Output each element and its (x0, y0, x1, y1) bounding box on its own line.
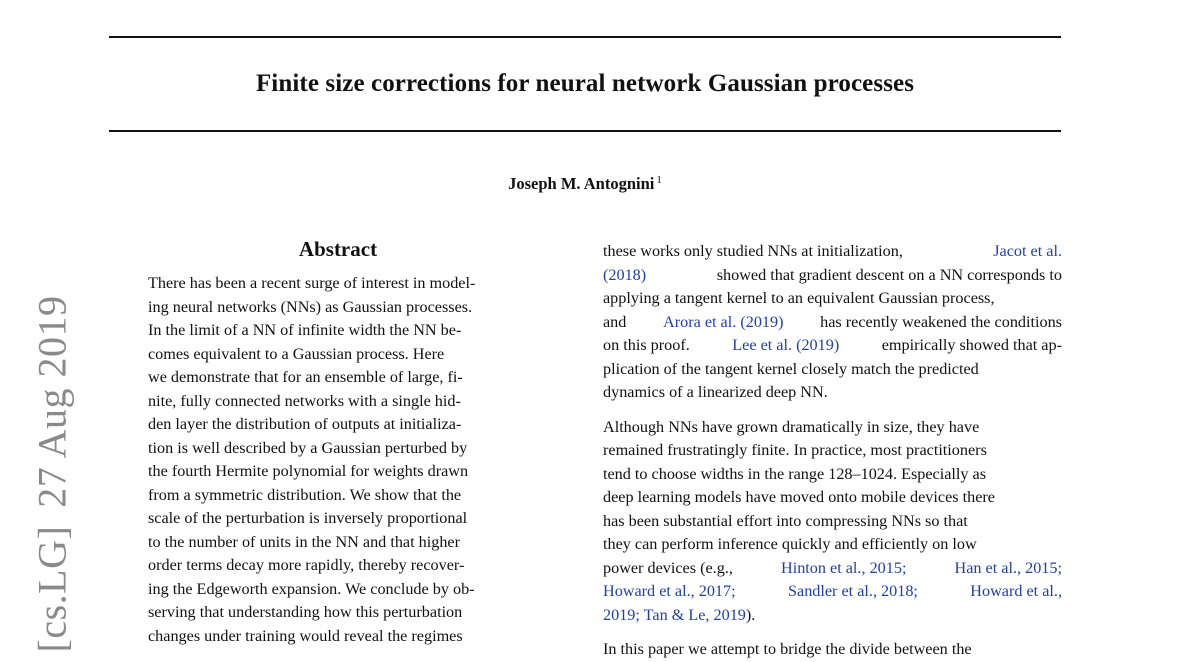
title-bottom-rule (109, 130, 1061, 132)
arxiv-category: [cs.LG] (29, 525, 75, 653)
abstract-line: ing the Edgeworth expansion. We conclude by ob- (148, 579, 475, 598)
body-line: In this paper we attempt to bridge the divide between the (603, 640, 972, 658)
abstract-line: comes equivalent to a Gaussian process. Here (148, 344, 445, 363)
abstract-line: order terms decay more rapidly, thereby recover- (148, 556, 465, 574)
arxiv-date: 27 Aug 2019 (29, 295, 75, 508)
abstract-line: we demonstrate that for an ensemble of large, fi- (148, 368, 463, 386)
citation-link[interactable]: Arora et al. (2019) (663, 312, 784, 331)
author-name: Joseph M. Antognini (508, 174, 655, 193)
title-top-rule (109, 36, 1061, 38)
body-line: deep learning models have moved onto mobile devices there (603, 488, 995, 506)
body-line: remained frustratingly finite. In practice, most practitioners (603, 441, 987, 459)
body-line: has been substantial effort into compressing NNs so that (603, 511, 968, 530)
citation-link[interactable]: Sandler et al., 2018; (788, 582, 918, 600)
body-line: and Arora et al. (2019) has recently weakened the conditions (603, 311, 1062, 335)
citation-link[interactable]: Han et al., 2015; (954, 558, 1062, 577)
abstract-line: nite, fully connected networks with a single hid- (148, 391, 461, 410)
abstract-line: to the number of units in the NN and that higher (148, 532, 460, 551)
abstract-line: the fourth Hermite polynomial for weights drawn (148, 462, 469, 480)
abstract-line: den layer the distribution of outputs at initializa- (148, 415, 462, 433)
body-line: Although NNs have grown dramatically in size, they have (603, 417, 980, 436)
body-line: applying a tangent kernel to an equivalent Gaussian process, (603, 289, 995, 307)
body-line: these works only studied NNs at initialization, Jacot et al. (603, 240, 1062, 264)
citation-link[interactable]: Howard et al., (970, 582, 1062, 600)
abstract-line: scale of the perturbation is inversely proportional (148, 509, 468, 527)
citation-link[interactable]: Lee et al. (2019) (732, 336, 840, 354)
author-affiliation-mark: 1 (656, 174, 662, 186)
citation-link[interactable]: Jacot et al. (993, 242, 1062, 260)
abstract-line: from a symmetric distribution. We show that the (148, 485, 462, 504)
abstract-line: There has been a recent surge of interest in model- (148, 274, 476, 292)
arxiv-sidebar-stamp (29, 296, 76, 653)
body-line: power devices (e.g., Hinton et al., 2015; Han et al., 2015; (603, 557, 1062, 581)
body-line (603, 580, 1062, 604)
body-line: on this proof. Lee et al. (2019) empirically showed that ap- (603, 334, 1062, 358)
citation-link[interactable]: Howard et al., 2017; (603, 582, 736, 600)
citation-link[interactable]: 2019; Tan & Le, 2019 (603, 605, 746, 624)
body-line: plication of the tangent kernel closely match the predicted (603, 359, 979, 378)
body-line: (2018) showed that gradient descent on a NN corresponds to (603, 264, 1062, 288)
abstract-heading: Abstract (298, 237, 378, 261)
body-line: they can perform inference quickly and efficiently on low (603, 535, 977, 553)
abstract-line: serving that understanding how this perturbation (148, 603, 463, 621)
body-line: tend to choose widths in the range 128–1024. Especially as (603, 464, 987, 483)
abstract-body (148, 272, 530, 648)
author-line (0, 174, 1170, 194)
body-line: 2019; Tan & Le, 2019 ). (603, 604, 1062, 628)
abstract-line: changes under training would reveal the regimes (148, 626, 463, 645)
citation-link[interactable]: Hinton et al., 2015; (781, 558, 907, 577)
citation-link[interactable]: (2018) (603, 265, 647, 284)
paper-title: Finite size corrections for neural network Gaussian processes (255, 70, 915, 97)
abstract-line: tion is well described by a Gaussian perturbed by (148, 438, 468, 457)
body-right-column (603, 240, 1062, 662)
body-line: dynamics of a linearized deep NN. (603, 383, 828, 401)
abstract-line: In the limit of a NN of infinite width the NN be- (148, 321, 462, 339)
abstract-line: ing neural networks (NNs) as Gaussian processes. (148, 297, 473, 316)
